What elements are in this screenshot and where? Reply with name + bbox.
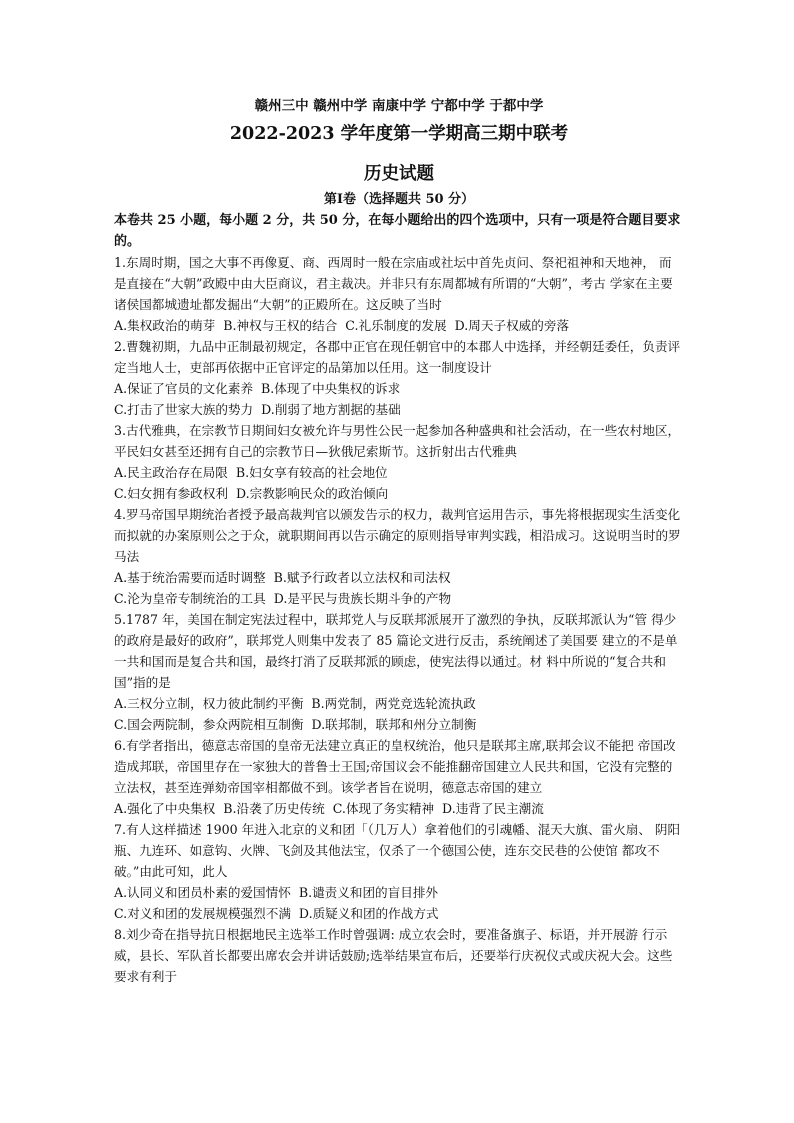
answer-option: A.认同义和团员朴素的爱国情怀 [114, 885, 291, 900]
answer-option: B.沿袭了历史传统 [223, 801, 325, 816]
question-text: 2.曹魏初期，九品中正制最初规定，各郡中正官在现任朝官中的本郡人中选择，并经朝廷委任，负责评定当地人士，吏部再依据中正官评定的品第加以任用。这一制度设计 [114, 339, 681, 375]
answer-option: B.妇女享有较高的社会地位 [235, 465, 388, 480]
answer-option: D.联邦制，联邦和州分立制衡 [311, 717, 477, 732]
question-2 [114, 336, 684, 420]
exam-title: 2022-2023 学年度第一学期高三期中联考 [229, 124, 569, 144]
answer-option: C.体现了务实精神 [332, 801, 435, 816]
school-names: 赣州三中 赣州中学 南康中学 宁都中学 于都中学 [254, 98, 544, 114]
option-row [114, 903, 684, 924]
question-text: 7.有人这样描述 1900 年进入北京的义和团「（几万人）拿着他们的引魂幡、混天大旗、雷火扇、 阴阳瓶、九连环、如意钩、火牌、飞剑及其他法宝，仅杀了一个德国公使，连东交民巷的公使馆 都攻不破。”由此可知，此人 [114, 822, 681, 879]
answer-option: D.违背了民主潮流 [442, 801, 544, 816]
answer-option: D.是平民与贵族长期斗争的产物 [273, 591, 452, 606]
answer-option: A.三权分立制，权力彼此制约平衡 [114, 696, 304, 711]
option-row [114, 588, 684, 609]
answer-option: A.集权政治的萌芽 [114, 318, 216, 333]
answer-option: B.谴责义和团的盲目排外 [298, 885, 439, 900]
answer-option: C.沦为皇帝专制统治的工具 [114, 591, 266, 606]
question-1 [114, 252, 684, 336]
answer-option: A.民主政治存在局限 [114, 465, 228, 480]
answer-option: C.妇女拥有参政权利 [114, 486, 228, 501]
question-text: 6.有学者指出，德意志帝国的皇帝无法建立真正的皇权统治，他只是联邦主席,联邦会议不能把 帝国改造成邦联，帝国里存在一家独大的普鲁士王国;帝国议会不能推翻帝国建立人民共和国，它没有完整的立法权，甚至连弹劾帝国宰相都做不到。该学者旨在说明，德意志帝国的建立 [114, 738, 676, 795]
instructions: 本卷共 25 小题，每小题 2 分，共 50 分，在每小题给出的四个选项中，只有一项是符合题目要求的。 [114, 213, 681, 249]
question-text: 1.东周时期，国之大事不再像夏、商、西周时一般在宗庙或社坛中首先贞问、祭祀祖神和天地神， 而是直接在“大朝”政殿中由大臣商议，君主裁决。并非只有东周都城有所谓的“大朝”，考古 学家在主要诸侯国都城遗址都发掘出“大朝”的正殿所在。这反映了当时 [114, 255, 673, 312]
option-row [114, 567, 684, 588]
answer-option: C.打击了世家大族的势力 [114, 402, 254, 417]
answer-option: A.基于统治需要而适时调整 [114, 570, 266, 585]
answer-option: B.神权与王权的结合 [223, 318, 338, 333]
answer-option: A.强化了中央集权 [114, 801, 216, 816]
answer-option: D.周天子权威的旁落 [454, 318, 570, 333]
question-6 [114, 735, 684, 819]
option-row [114, 714, 684, 735]
question-text: 3.古代雅典，在宗教节日期间妇女被允许与男性公民一起参加各种盛典和社会活动，在一些农村地区，平民妇女甚至还拥有自己的宗教节日—狄俄尼索斯节。这折射出古代雅典 [114, 423, 681, 459]
question-4 [114, 504, 684, 609]
answer-option: D.削弱了地方割据的基础 [261, 402, 401, 417]
answer-option: B.两党制，两党竞选轮流执政 [311, 696, 476, 711]
part-heading: 第Ⅰ卷（选择题共 50 分） [323, 192, 475, 207]
option-row [114, 693, 684, 714]
question-8 [114, 924, 684, 987]
question-text: 5.1787 年，美国在制定宪法过程中，联邦党人与反联邦派展开了激烈的争执，反联邦派认为“管 得少的政府是最好的政府”，联邦党人则集中发表了 85 篇论文进行反击，系统阐述了美国要 建立的不是单一共和国而是复合共和国，最终打消了反联邦派的顾虑，使宪法得以通过。材 料中所说的“复合共和国”指的是 [114, 612, 678, 690]
answer-option: A.保证了官员的文化素养 [114, 381, 254, 396]
question-5 [114, 609, 684, 735]
answer-option: C.国会两院制，参众两院相互制衡 [114, 717, 304, 732]
question-list [114, 252, 684, 987]
question-text: 4.罗马帝国早期统治者授予最高裁判官以颁发告示的权力，裁判官运用告示，事先将根据现实生活变化而拟就的办案原则公之于众，就职期间再以告示确定的原则指导审判实践，相沿成习。这说明当时的罗马法 [114, 507, 681, 564]
answer-option: D.宗教影响民众的政治倾向 [235, 486, 389, 501]
option-row [114, 882, 684, 903]
question-7 [114, 819, 684, 924]
option-row [114, 315, 684, 336]
answer-option: B.体现了中央集权的诉求 [261, 381, 401, 396]
exam-page [114, 96, 684, 987]
answer-option: B.赋予行政者以立法权和司法权 [273, 570, 451, 585]
option-row [114, 462, 684, 483]
answer-option: C.对义和团的发展规模强烈不满 [114, 906, 291, 921]
question-3 [114, 420, 684, 504]
answer-option: C.礼乐制度的发展 [345, 318, 447, 333]
option-row [114, 798, 684, 819]
option-row [114, 378, 684, 399]
option-row [114, 399, 684, 420]
subject-title: 历史试题 [364, 164, 434, 184]
answer-option: D.质疑义和团的作战方式 [298, 906, 439, 921]
option-row [114, 483, 684, 504]
question-text: 8.刘少奇在指导抗日根据地民主选举工作时曾强调: 成立农会时，要准备旗子、标语，并开展游 行示威，县长、军队首长都要出席农会并讲话鼓励;选举结果宣布后，还要举行庆祝仪式或庆祝大会。这些要求有利于 [114, 927, 673, 984]
